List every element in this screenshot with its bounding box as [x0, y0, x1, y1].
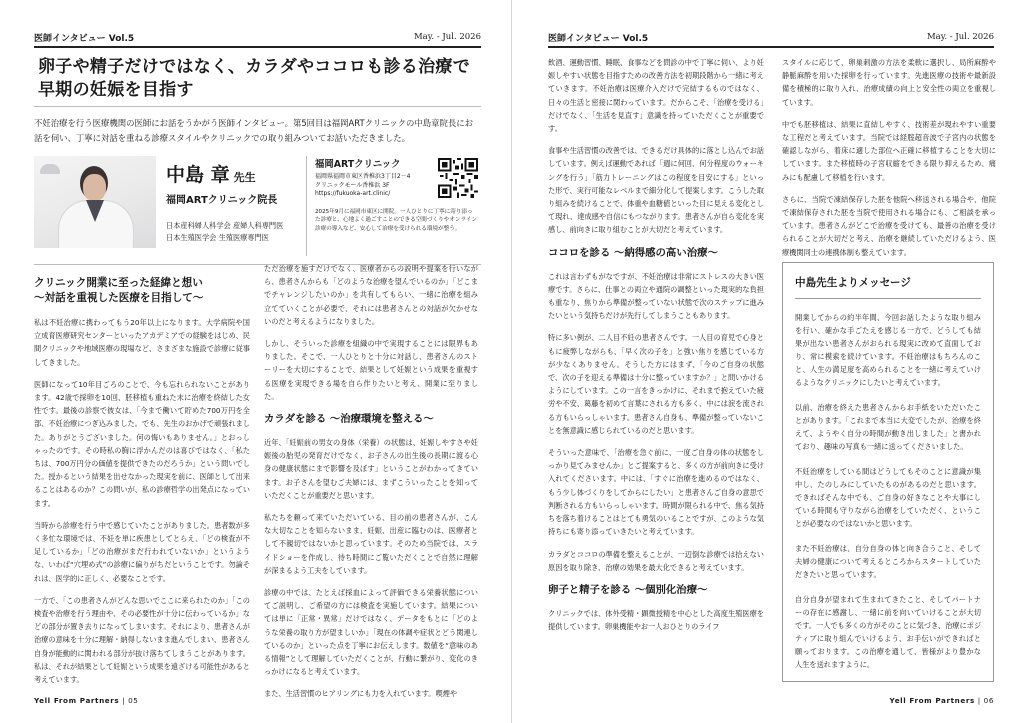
- clinic-address-line-1: 福岡県福岡市東区香椎浜3丁目2－4: [315, 173, 411, 180]
- title-line-1: 卵子や精子だけではなく、カラダやココロも診る治療で: [38, 57, 470, 77]
- footer-brand: Yell From Partners: [34, 696, 120, 705]
- title-rule: [34, 106, 481, 107]
- paragraph: 以前、治療を終えた患者さんからお手紙をいただいたことがあります。「これまで本当に大変でしたが、治療を終えて、ようやく自分の時間が動き出しました」と書かれており、趣味の写真も一緒に送ってくださいました。: [795, 403, 981, 451]
- heading-sub: ～治療環境を整える～: [329, 413, 434, 426]
- clinic-url[interactable]: https://fukuoka-art.clinic/: [315, 190, 391, 197]
- page-number: 06: [983, 696, 994, 705]
- heading-sub: ～個別化治療～: [634, 583, 708, 596]
- page-footer-right: Yell From Partners | 06: [889, 696, 994, 705]
- paragraph: しかし、そういった診療を組織の中で実現することには限界もありました。そこで、一人ひとりと十分に対話し、患者さんのストーリーを大切にすることで、結果として妊娠という成果を重視する医療を実現できる場を自ら作りたいと考え、開業に至りました。: [264, 339, 478, 401]
- clinic-address: [315, 173, 433, 199]
- right-column-1: [548, 56, 764, 642]
- doctor-name: 中島 章: [166, 164, 230, 186]
- paragraph: また、生活習慣のヒアリングにも力を入れています。喫煙や: [264, 689, 458, 699]
- doctor-name-block: [166, 160, 306, 187]
- clinic-name: 福岡ARTクリニック: [315, 159, 401, 170]
- clinic-info: [306, 156, 478, 256]
- paragraph: 当時から診療を行う中で感じていたことがありました。患者数が多く多忙な環境では、不妊を単に疾患としてとらえ、「どの検査が不足しているか」「どの治療がまだ行われていないか」というような、いわば“穴埋め式”の診療に偏りがちだということです。勿論それは、医学的に正しく、必要なことです。: [34, 520, 250, 583]
- paragraph: カラダとココロの準備を整えることが、一辺倒な診療では拾えない原因を取り除き、治療の効果を最大化できると考えています。: [548, 549, 764, 572]
- issue-date: May. - Jul. 2026: [926, 32, 994, 42]
- header-rule: [34, 46, 481, 48]
- paragraph: そういった意味で、「治療を急ぐ前に、一度ご自身の体の状態をしっかり見てみませんか」とご提案すると、多くの方が前向きに受け入れてくださいます。中には、「すぐに治療を進めるのではなく、もう少し体づくりをしてからにしたい」と患者さんご自身の意思で判断される方もいらっしゃいます。時間が限られる中で、焦る気持ちを落ち着けることはとても勇気のいることですが、このような気持ちにも寄り添っていきたいと考えています。: [548, 448, 764, 537]
- clinic-address-line-2: クリニックモール香椎浜 3F: [315, 181, 390, 189]
- doctor-info: [156, 156, 306, 256]
- title-line-2: 早期の妊娠を目指す: [38, 80, 194, 100]
- section-heading-egg-sperm: [548, 583, 764, 597]
- doctor-role: 福岡ARTクリニック院長: [166, 195, 278, 206]
- paragraph: 自分自身が望まれて生まれてきたこと、そしてパートナーの存在に感謝し、一緒に前を向いていけることが大切です。一人でも多くの方がそのことに気づき、治療にポジティブに取り組んでいけるよう、お手伝いができればと願っております。この治療を通して、皆様がより豊かな人生を送れますように。: [795, 595, 982, 669]
- heading-sub: ～対話を重視した医療を目指して～: [34, 292, 204, 304]
- message-title: 中島先生よりメッセージ: [795, 273, 981, 299]
- paragraph: スタイルに応じて、卵巣刺激の方法を柔軟に選択し、局所麻酔や静脈麻酔を用いた採卵を行っています。先進医療の技術や最新設備を積極的に取り入れ、治療成績の向上と安全性の両立を重視しています。: [782, 58, 996, 107]
- paragraph: 診療の中では、たとえば採血によって評価できる栄養状態についてご説明し、ご希望の方には検査を実施しています。結果については単に「正常・異常」だけではなく、データをもとに「どのような栄養の取り方が望ましいか」「現在の体調や症状とどう関連しているのか」といった点を丁寧にお伝えします。数値を“意味のある情報”として理解していただくことが、行動に繋がり、変化のきっかけになると考えています。: [264, 588, 478, 677]
- lead-paragraph: 不妊治療を行う医療機関の医師にお話をうかがう医師インタビュー。第5回目は福岡ARTクリニックの中島章院長にお話を伺い、丁寧に対話を重ねる診療スタイルやクリニックでの取り組みついてお話いただきました。: [34, 118, 473, 143]
- paragraph: 医師になって10年目ごろのことで、今も忘れられないことがあります。42歳で採卵を10回、胚移植も重ねた末に治療を終結した女性です。最後の診察で彼女は、「今まで働いて貯めた700万円を全部、不妊治療につぎ込みました。でも、先生のおかげで頑張れました。ありがとうございました。何の悔いもありません。」とおっしゃったのです。その時私の胸に浮かんだのは喜びではなく、「私たちは、700万円分の価値を提供できたのだろうか」という問いでした。授かるという結果を出せなかった現実を前に、医師として出来ることはあるのか？この問いが、私の診療哲学の出発点になっています。: [34, 379, 250, 508]
- message-body: [795, 311, 981, 671]
- paragraph: クリニックでは、体外受精・顕微授精を中心とした高度生殖医療を提供しています。卵巣機能やお一人おひとりのライフ: [548, 608, 764, 632]
- article-title: [38, 56, 478, 102]
- header-rule: [548, 46, 994, 48]
- heading-main: ココロを診る: [548, 246, 611, 259]
- left-column-2: [264, 262, 478, 710]
- section-heading-body: [264, 412, 478, 426]
- issue-date: May. - Jul. 2026: [413, 32, 481, 42]
- heading-main: カラダを診る: [264, 413, 327, 426]
- paragraph: また不妊治療は、自分自身の体と向き合うこと、そして夫婦の健康について考えるところからスタートしていただきたいと思っています。: [795, 544, 981, 579]
- paragraph: ただ治療を施すだけでなく、医療者からの説明や提案を行いながら、患者さんからも「どのような治療を望んでいるのか」「どこまでチャレンジしたいのか」を共有してもらい、一緒に治療を組み立てていくことが必要で、それには患者さんとの対話が欠かせないのだと考えるようになりました。: [264, 264, 478, 326]
- qualification-1: 日本産科婦人科学会 産婦人科専門医: [166, 221, 284, 230]
- page-number: 05: [128, 696, 139, 705]
- right-column-2: [782, 56, 996, 268]
- doctor-qualifications: [166, 220, 306, 244]
- paragraph: さらに、当院で凍結保存した胚を他院へ移送される場合や、他院で凍結保存された胚を当院で使用される場合にも、ご相談を承っています。患者さんがどこで治療を受けても、最善の治療を受けられることが大切だと考え、治療を継続していただけるよう、医療機関同士の連携体制も整えています。: [782, 194, 996, 257]
- paragraph: 近年、「妊娠前の男女の身体（栄養）の状態は、妊娠しやすさや妊娠後の胎児の発育だけでなく、お子さんの出生後の長期に渡る心身の健康状態にまで影響を及ぼす」ということがわかってきています。お子さんを望むご夫婦には、まずこういったことを知っていただくことが重要だと思います。: [264, 438, 478, 500]
- page-header-right: [548, 30, 994, 44]
- heading-main: クリニック開業に至った経緯と想い: [34, 277, 203, 289]
- doctor-portrait: [34, 156, 156, 248]
- qualification-2: 日本生殖医学会 生殖医療専門医: [166, 233, 269, 242]
- qr-code-icon[interactable]: [438, 158, 478, 198]
- paragraph: 飲酒、運動習慣、睡眠、食事などを問診の中で丁寧に伺い、より妊娠しやすい状態を目指すための改善方法を初期段階から一緒に考えていきます。不妊治療は医療介入だけで完結するものではなく、日々の生活と密接に関わっています。だからこそ、「治療を受ける」だけでなく、「生活を見直す」意識を持っていただくことが重要です。: [548, 58, 764, 134]
- clinic-description: 2025年9月に福岡市東区に開院。一人ひとりに丁寧に寄り添った診療と、心地よく過ごすことのできる空間づくりやオンライン診療の導入など、安心して治療を受けられる環境が整う。: [315, 208, 478, 232]
- series-label: 医師インタビュー Vol.5: [548, 33, 649, 44]
- paragraph: 私たちを頼って来ていただいている、目の前の患者さんが、こんな大切なことを知らないまま、妊娠、出産に臨むのは、医療者として不親切ではないかと思っています。そのため当院では、スライドショーを作成し、待ち時間にご覧いただくことで自然に理解が深まるよう工夫をしています。: [264, 513, 478, 575]
- left-column-1: [34, 276, 250, 695]
- page-footer-left: Yell From Partners | 05: [34, 696, 139, 705]
- heading-sub: ～納得感の高い治療～: [613, 246, 718, 259]
- doctor-profile: [34, 156, 478, 256]
- section-heading-mind: [548, 246, 764, 260]
- paragraph: これは言わずもがなですが、不妊治療は非常にストレスの大きい医療です。さらに、仕事との両立や通院の調整といった現実的な負担も重なり、焦りから準備が整っていない状態で次のステップに進みたいという気持ちだけが先行してしまうこともあります。: [548, 271, 764, 321]
- heading-main: 卵子と精子を診る: [548, 583, 632, 596]
- paragraph: 私は不妊治療に携わってもう20年以上になります。大学病院や国立成育医療研究センターといったアカデミアでの経験をはじめ、民間クリニックや地域医療の現場など、さまざまな施設で診療に従事してきました。: [34, 318, 250, 367]
- paragraph: 特に多い例が、二人目不妊の患者さんです。一人目の育児で心身ともに疲弊しながらも、「早く次の子を」と強い焦りを感じている方が少なくありません。そうした方にはまず、「今のご自身の状態で、次の子を迎える準備は十分に整っていますか？」と問いかけるようにしています。この一言をきっかけに、それまで抱えていた疲労や不安、葛藤を初めて言葉にされる方も多く、中には涙を流される方もいらっしゃいます。患者さん自身も、準備が整っていないことを無意識に感じられているのだと思います。: [548, 333, 764, 435]
- paragraph: 開業してからの約半年間、今回お話したような取り組みを行い、確かな手ごたえを感じる一方で、どうしても結果が出ない患者さんがおられる現実に改めて直面しており、常に模索を続けています。不妊治療はもちろんのこと、人生の満足度を高められることを一緒に考えていけるようなクリニックにしたいと考えています。: [795, 313, 981, 387]
- doctor-honorific: 先生: [233, 171, 256, 184]
- paragraph: 不妊治療をしている間はどうしてもそのことに意識が集中し、たのしみにしていたものがあるのだと思います。できればそんな中でも、ご自身の好きなことや大事にしている時間も守りながら治療をしていただく、ということが必要なのではないかと思います。: [795, 467, 981, 528]
- paragraph: 中でも胚移植は、結果に直結しやすく、技術差が現れやすい重要な工程だと考えています。当院では経腟超音波で子宮内の状態を確認しながら、着床に適した部位へ正確に移植することを大切にしています。また移植時の子宮収縮をできる限り抑えるため、痛みにも配慮して移植を行います。: [782, 119, 996, 182]
- section-heading-clinic-opening: [34, 276, 250, 306]
- footer-brand: Yell From Partners: [889, 696, 975, 705]
- series-label: 医師インタビュー Vol.5: [34, 33, 135, 44]
- doctor-message-box: [782, 262, 994, 682]
- page-header-left: [34, 30, 481, 44]
- paragraph: 食事や生活習慣の改善では、できるだけ具体的に落とし込んでお話しています。例えば運動であれば「週に何回、何分程度のウォーキングを行う」「筋力トレーニングはこの程度を目安にする」といった形で、実行可能なレベルまで細分化して提案します。こうした取り組みを続けることで、体重や血糖値といった目に見える変化として現れ、達成感や自信にもつながります。患者さんが自ら変化を実感し、前向きに取り組むことが大切だと考えています。: [548, 146, 764, 235]
- paragraph: 一方で、「この患者さんがどんな思いでここに来られたのか」「この検査や治療を行う理由や、その必要性が十分に伝わっているか」などの部分が置き去りになってしまいます。それにより、患者さんが治療の意味を十分に理解・納得しないまま進んでしまい、患者さん自身が能動的に関われる部分が抜け落ちてしまうことがあります。私は、それが結果として妊娠という成果を遠ざける可能性があると考えています。: [34, 595, 250, 685]
